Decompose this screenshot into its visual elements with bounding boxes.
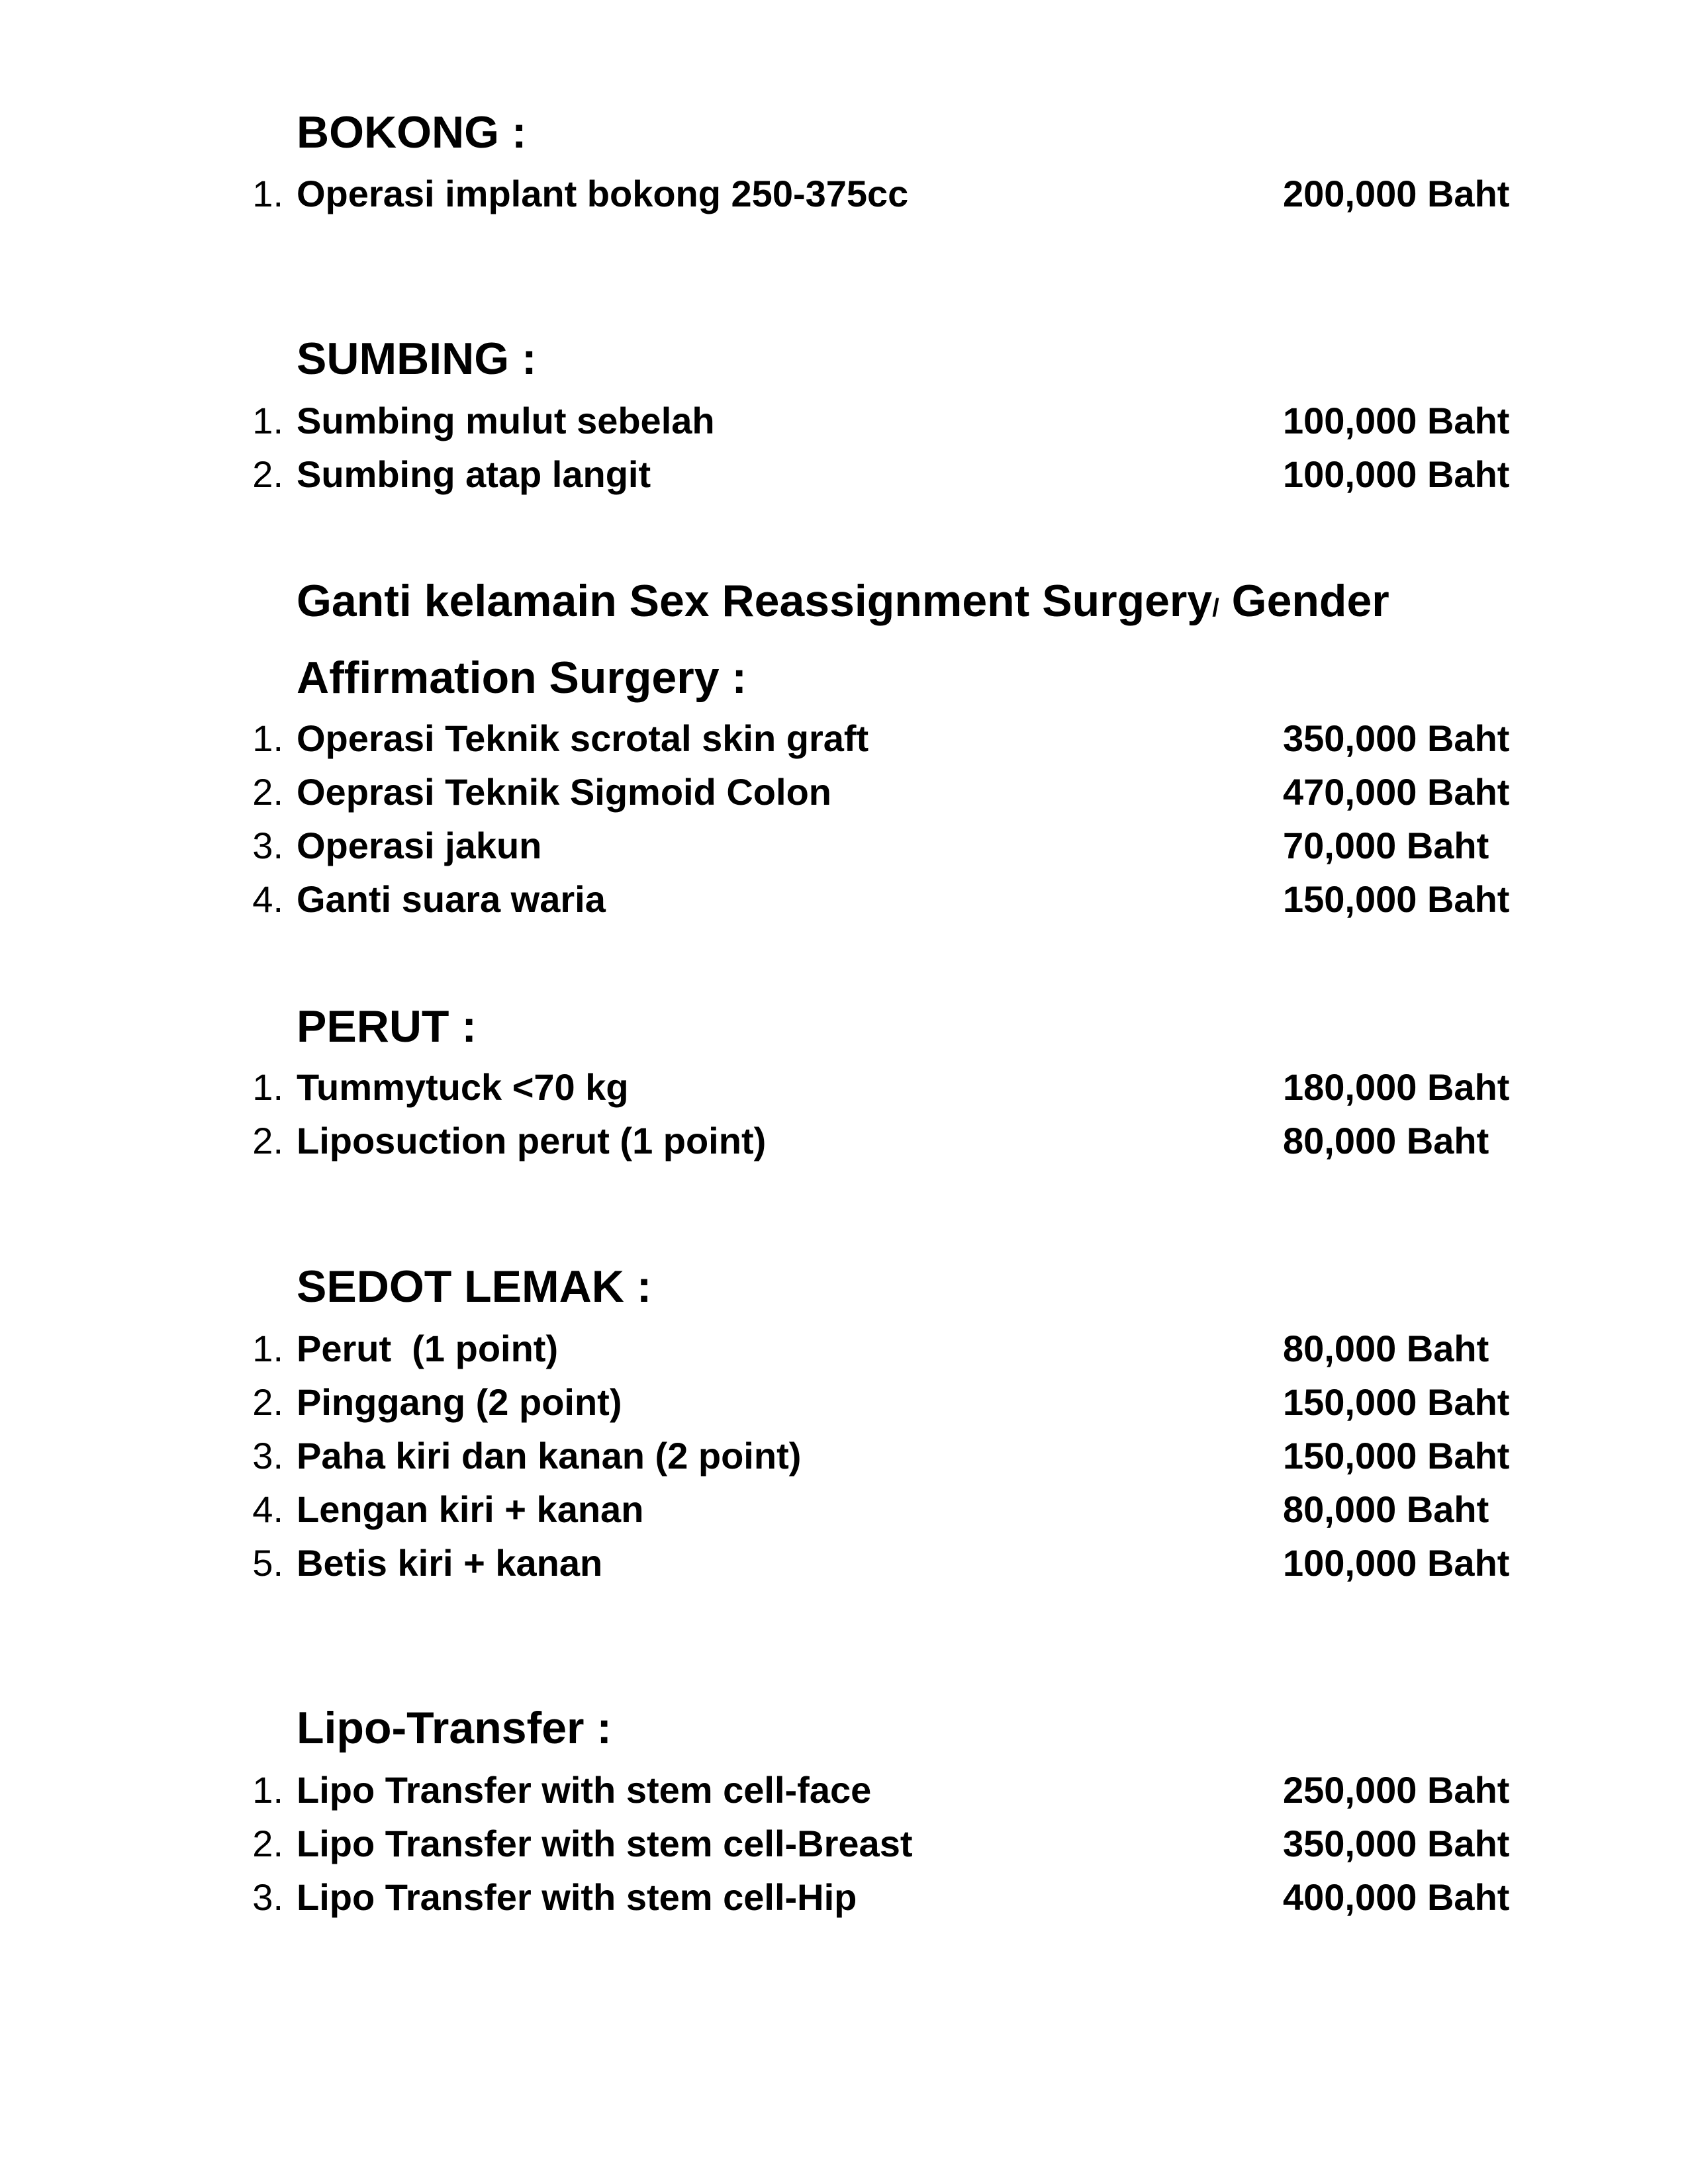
item-price: 350,000 Baht xyxy=(1283,1823,1510,1864)
item-label: Sumbing atap langit xyxy=(297,453,651,495)
item-price: 180,000 Baht xyxy=(1283,1066,1510,1108)
item-label: Paha kiri dan kanan (2 point) xyxy=(297,1435,802,1477)
list-item xyxy=(0,1769,1688,1818)
item-number: 3. xyxy=(252,1876,283,1918)
section-heading-lipo-transfer: Lipo-Transfer : xyxy=(297,1703,612,1753)
item-label: Lipo Transfer with stem cell-Breast xyxy=(297,1823,913,1864)
item-price: 400,000 Baht xyxy=(1283,1876,1510,1918)
item-price: 80,000 Baht xyxy=(1283,1120,1489,1161)
section-heading-sedot-lemak: SEDOT LEMAK : xyxy=(297,1261,652,1312)
item-label: Ganti suara waria xyxy=(297,878,606,920)
list-item xyxy=(0,771,1688,820)
list-item xyxy=(0,827,1688,874)
list-item xyxy=(0,1542,1688,1591)
item-number: 1. xyxy=(252,1769,283,1811)
item-number: 4. xyxy=(252,878,283,920)
item-number: 1. xyxy=(252,1328,283,1369)
item-price: 80,000 Baht xyxy=(1283,1488,1489,1530)
item-label: Pinggang (2 point) xyxy=(297,1381,622,1423)
item-price: 470,000 Baht xyxy=(1283,771,1510,813)
item-number: 3. xyxy=(252,825,283,866)
item-price: 100,000 Baht xyxy=(1283,1542,1510,1584)
section-heading-bokong: BOKONG : xyxy=(297,107,527,158)
list-item xyxy=(0,717,1688,766)
list-item xyxy=(0,1825,1688,1872)
list-item xyxy=(0,1437,1688,1484)
item-number: 1. xyxy=(252,400,283,441)
item-number: 2. xyxy=(252,453,283,495)
list-item xyxy=(0,175,1688,222)
item-label: Betis kiri + kanan xyxy=(297,1542,603,1584)
item-label: Operasi implant bokong 250-375cc xyxy=(297,173,909,214)
item-label: Tummytuck <70 kg xyxy=(297,1066,629,1108)
item-price: 200,000 Baht xyxy=(1283,173,1510,214)
item-price: 150,000 Baht xyxy=(1283,878,1510,920)
section-heading-ganti-kelamain xyxy=(297,576,1389,626)
item-label: Lipo Transfer with stem cell-face xyxy=(297,1769,872,1811)
item-price: 80,000 Baht xyxy=(1283,1328,1489,1369)
list-item xyxy=(0,1330,1688,1377)
list-item xyxy=(0,402,1688,449)
item-price: 150,000 Baht xyxy=(1283,1435,1510,1477)
item-number: 2. xyxy=(252,1120,283,1161)
item-price: 150,000 Baht xyxy=(1283,1381,1510,1423)
item-number: 4. xyxy=(252,1488,283,1530)
section-heading-sumbing: SUMBING : xyxy=(297,334,537,384)
section-heading-perut: PERUT : xyxy=(297,1001,477,1052)
item-price: 70,000 Baht xyxy=(1283,825,1489,866)
list-item xyxy=(0,1488,1688,1537)
item-price: 100,000 Baht xyxy=(1283,453,1510,495)
item-label: Lengan kiri + kanan xyxy=(297,1488,644,1530)
item-label: Lipo Transfer with stem cell-Hip xyxy=(297,1876,857,1918)
item-number: 2. xyxy=(252,1381,283,1423)
section-heading-ganti-kelamain-line2: Affirmation Surgery : xyxy=(297,653,747,703)
item-number: 1. xyxy=(252,173,283,214)
item-price: 350,000 Baht xyxy=(1283,717,1510,759)
item-label: Operasi Teknik scrotal skin graft xyxy=(297,717,869,759)
item-number: 2. xyxy=(252,771,283,813)
item-price: 250,000 Baht xyxy=(1283,1769,1510,1811)
heading-text-end: Gender xyxy=(1219,576,1389,626)
item-number: 5. xyxy=(252,1542,283,1584)
item-label: Oeprasi Teknik Sigmoid Colon xyxy=(297,771,831,813)
item-label: Sumbing mulut sebelah xyxy=(297,400,715,441)
item-label: Liposuction perut (1 point) xyxy=(297,1120,767,1161)
item-number: 3. xyxy=(252,1435,283,1477)
list-item xyxy=(0,1066,1688,1115)
item-price: 100,000 Baht xyxy=(1283,400,1510,441)
list-item xyxy=(0,1122,1688,1169)
item-label: Perut (1 point) xyxy=(297,1328,559,1369)
heading-slash: / xyxy=(1212,594,1219,622)
list-item xyxy=(0,453,1688,502)
list-item xyxy=(0,1381,1688,1430)
item-label: Operasi jakun xyxy=(297,825,542,866)
list-item xyxy=(0,878,1688,927)
item-number: 1. xyxy=(252,1066,283,1108)
heading-text: Ganti kelamain Sex Reassignment Surgery xyxy=(297,576,1213,626)
item-number: 1. xyxy=(252,717,283,759)
item-number: 2. xyxy=(252,1823,283,1864)
list-item xyxy=(0,1876,1688,1925)
